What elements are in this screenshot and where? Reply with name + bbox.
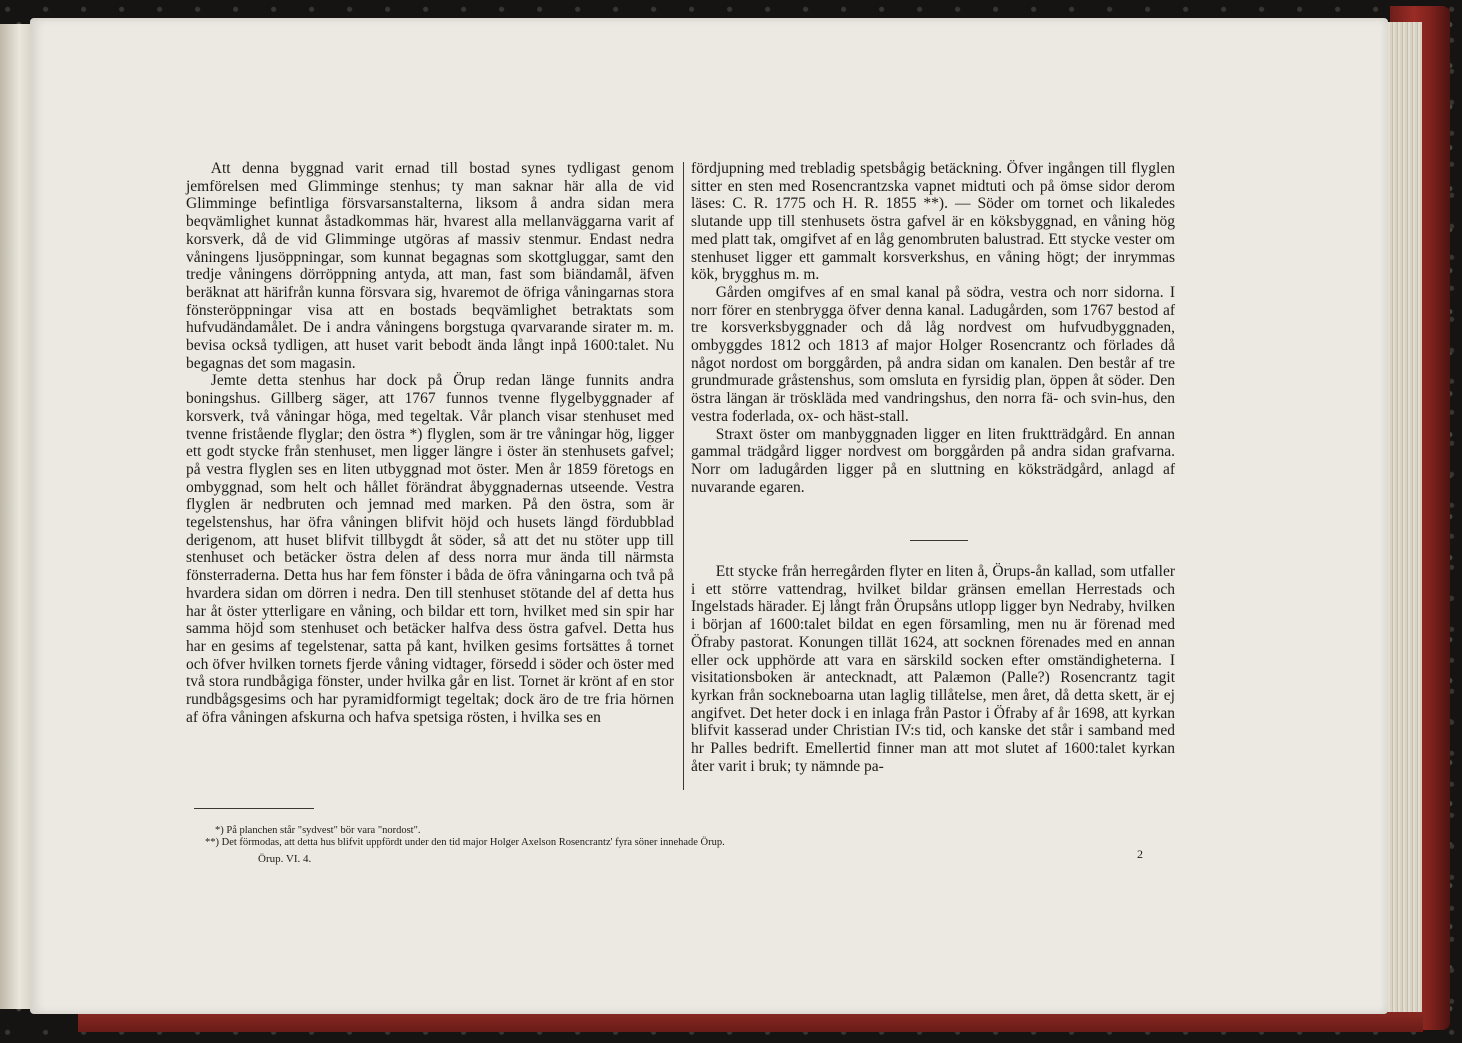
right-text-column	[691, 160, 1175, 496]
paragraph: Gården omgifves af en smal kanal på södra, vestra och norr sidorna. I norr förer en stenbrygga öfver denna kanal. Ladugården, som 1767 bestod af tre korsverksbyggnader och då låg nordvest om hufvudbyggnaden, ombyggdes 1812 och 1813 af major Holger Rosencrantz och förlades då något nordost om borggården, på andra sidan om kanalen. Den består af tre grundmurade gråstenshus, som omsluta en fyrsidig plan, öppen åt söder. Den östra längan är tröskläda med vandringshus, den norra fä- och svin-hus, den vestra foderlada, ox- och häst-stall.	[691, 283, 1175, 425]
page-number: 2	[1137, 847, 1143, 861]
paragraph: Straxt öster om manbyggnaden ligger en liten fruktträdgård. En annan gammal trädgård ligger nordvest om borggården på andra sidan grafvarna. Norr om ladugården ligger på en sluttning en köksträdgård, anlagd af nuvarande egaren.	[691, 425, 1175, 496]
paragraph: Ett stycke från herregården flyter en liten å, Örups-ån kallad, som utfaller i ett större vattendrag, hvilket bildar gränsen emellan Herrestads och Ingelstads härader. Ej långt från Örupsåns utlopp ligger byn Nedraby, hvilken i början af 1600:talet bildat en egen församling, men nu är förenad med Öfraby pastorat. Konungen tillät 1624, att socknen förenades med en annan eller ock upphörde att vara en särskild socken efter omständigheterna. I visitationsboken är antecknadt, att Palæmon (Palle?) Rosencrantz tagit kyrkan från sockneboarna utan laglig tillåtelse, men året, då detta skett, är ej angifvet. Det heter dock i en inlaga från Pastor i Öfraby af år 1698, att kyrkan blifvit kasserad under Christian IV:s tid, och kanske det står i samband med hr Palles bedrift. Emellertid finner man att mot slutet af 1600:talet kyrkan åter varit i bruk; ty nämnde pa-	[691, 563, 1175, 775]
paragraph: fördjupning med trebladig spetsbågig betäckning. Öfver ingången till flyglen sitter en sten med Rosencrantzska vapnet midtuti och på ömse sidor derom läses: C. R. 1775 och H. R. 1855 **). — Söder om tornet och likaledes slutande upp till stenhusets östra gafvel är en köksbyggnad, en våning hög med platt tak, omgifvet af en låg genombruten balustrad. Ett stycke vester om stenhuset ligger ett gammalt korsverkshus, en våning högt; der inrymmas kök, brygghus m. m.	[691, 160, 1175, 284]
footnote-2: **) Det förmodas, att detta hus blifvit uppfördt under den tid major Holger Axelson Rosencrantz' fyra söner innehade Örup.	[205, 837, 725, 848]
column-divider	[683, 162, 684, 790]
left-text-column	[186, 160, 674, 727]
paragraph: Jemte detta stenhus har dock på Örup redan länge funnits andra boningshus. Gillberg säger, att 1767 funnos tvenne flygelbyggnader af korsverk, två våningar höga, med tegeltak. Vår planch visar stenhuset med tvenne fristående flyglar; den östra *) flyglen, som är tre våningar hög, ligger ett godt stycke från stenhuset, men ligger längre i öster än stenhusets gafvel; på vestra flyglen ses en liten utbyggnad mot öster. Men år 1859 företogs en ombyggnad, som helt och hållet förändrat åbyggnadernas utseende. Vestra flyglen är nedbruten och jemnad med marken. På den östra, som är tegelstenshus, har öfra våningen blifvit höjd och husets längd fördubblad derigenom, att huset blifvit tillbygdt åt söder, så att det nu stöter upp till stenhuset och betäcker östra delen af dess norra mur ända till närmsta fönsterraderna. Detta hus har fem fönster i båda de öfra våningarna och två på hvardera sidan om dörren i nedra. Den till stenhuset stötande del af detta hus har åt öster ytterligare en våning, och bildar ett torn, hvilket med sin spir har samma höjd som stenhuset och betäcker halfva dess östra gafvel. Detta hus har en gesims af tegelstenar, satta på kant, hvilken gesims fortsättes å tornet och öfver hvilken tornets fjerde våning vidtager, försedd i söder och öster med två stora rundbågiga fönster, under hvilka går en list. Tornet är krönt af en stor rundbågsgesims och har pyramidformigt tegeltak; dock äro de tre fria hörnen af öfra våningen afskurna och hafva spetsiga rösten, i hvilka ses en	[186, 372, 674, 726]
footnote-1: *) På planchen står "sydvest" bör vara "nordost".	[215, 825, 421, 836]
right-text-column-section2	[691, 563, 1175, 775]
signature-mark: Örup. VI. 4.	[258, 853, 312, 865]
footnote-rule	[194, 808, 314, 809]
paragraph: Att denna byggnad varit ernad till bostad synes tydligast genom jemförelsen med Glimminge stenhus; ty man saknar här alla de vid Glimminge befintliga försvarsanstalterna, liksom å andra sidan mera beqvämlighet kunnat åstadkommas här, hvarest alla mellanväggarna varit af korsverk, då de vid Glimminge utgöras af massiv stenmur. Endast nedra våningens ljusöppningar, som kunnat begagnas som skottgluggar, samt den tredje våningens dörröppning antyda, att man, fast som biändamål, äfven beräknat att härifrån kunna försvara sig, hvaremot de öfriga våningarnas stora fönsteröppningar visa att en bostads beqvämlighet betraktats som hufvudändamålet. De i andra våningens borgstuga qvarvarande sirater m. m. bevisa också tydligen, att huset varit bebodt ända långt inpå 1600:talet. Nu begagnas det som magasin.	[186, 160, 674, 372]
section-separator-rule	[910, 540, 968, 541]
left-page-edge	[0, 24, 32, 1009]
